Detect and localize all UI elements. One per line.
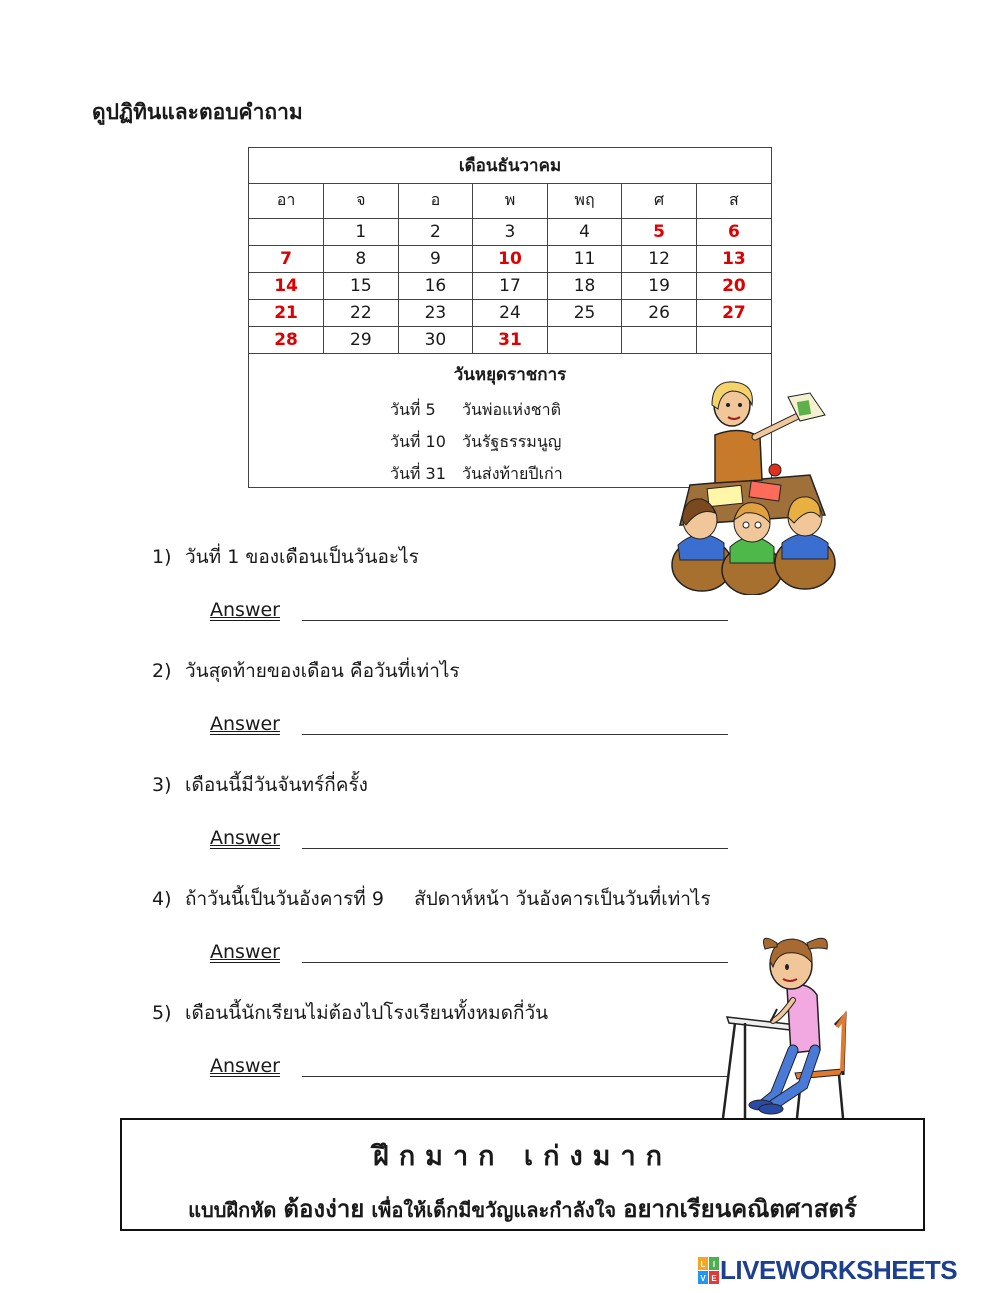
banner-sub-d: อยากเรียนคณิตศาสตร์ [623,1195,857,1223]
answer-label: Answer [210,1055,280,1077]
holiday-item [390,430,561,455]
date-cell: 29 [324,326,399,353]
motivation-banner [120,1118,925,1231]
girl-writing-illustration [715,925,865,1120]
date-cell: 22 [324,299,399,326]
banner-subtitle [122,1189,923,1228]
date-cell: 23 [398,299,473,326]
day-header: อ [398,183,473,218]
date-cell-weekend: 28 [249,326,324,353]
holidays-title: วันหยุดราชการ [453,365,567,385]
date-cell: 26 [622,299,697,326]
banner-sub-a: แบบฝึกหัด [188,1198,284,1222]
liveworksheets-logo-icon [698,1257,720,1285]
holiday-item [390,462,563,487]
calendar-title: เดือนธันวาคม [249,148,771,183]
date-cell-holiday: 5 [622,218,697,245]
date-cell-weekend: 20 [696,272,771,299]
question-number: 2) [152,660,172,682]
holiday-name: วันพ่อแห่งชาติ [462,400,561,419]
question-text: วันสุดท้ายของเดือน คือวันที่เท่าไร [185,660,460,682]
question-3 [152,770,368,800]
answer-label: Answer [210,713,280,735]
date-cell: 18 [547,272,622,299]
date-cell [249,218,324,245]
date-cell [622,326,697,353]
day-header: พฤ [547,183,622,218]
answer-line-3[interactable] [302,848,728,849]
question-5 [152,998,548,1028]
banner-sub-b: ต้องง่าย [283,1195,365,1223]
holiday-day: วันที่ 5 [390,400,436,419]
date-cell: 30 [398,326,473,353]
banner-sub-c: เพื่อให้เด็กมีขวัญและกำลังใจ [364,1198,624,1222]
date-cell: 4 [547,218,622,245]
answer-line-4[interactable] [302,962,728,963]
date-cell: 24 [473,299,548,326]
banner-title: ฝึกมาก เก่งมาก [373,1141,672,1172]
day-header: พ [473,183,548,218]
answer-label: Answer [210,941,280,963]
day-header: ศ [622,183,697,218]
date-cell: 1 [324,218,399,245]
answer-line-5[interactable] [302,1076,728,1077]
question-number: 3) [152,774,172,796]
holiday-name: วันส่งท้ายปีเก่า [462,464,563,483]
logo-letter: I [712,1259,716,1269]
date-cell: 12 [622,245,697,272]
holiday-day: วันที่ 10 [390,432,446,451]
date-cell: 15 [324,272,399,299]
logo-letter: V [700,1273,706,1283]
day-header: อา [249,183,324,218]
teacher-students-illustration [660,375,840,595]
date-cell: 2 [398,218,473,245]
worksheet-heading: ดูปฏิทินและตอบคำถาม [92,100,303,124]
date-cell-holiday: 31 [473,326,548,353]
question-text: เดือนนี้มีวันจันทร์กี่ครั้ง [185,774,368,796]
date-cell-weekend: 27 [696,299,771,326]
question-1 [152,542,419,572]
date-cell-holiday: 10 [473,245,548,272]
question-text: เดือนนี้นักเรียนไม่ต้องไปโรงเรียนทั้งหมดกี่วัน [185,1002,549,1024]
question-text: วันที่ 1 ของเดือนเป็นวันอะไร [185,546,419,568]
date-cell: 17 [473,272,548,299]
date-cell: 16 [398,272,473,299]
logo-text: LIVEWORKSHEETS [720,1255,958,1285]
answer-label: Answer [210,599,280,621]
day-header: ส [696,183,771,218]
date-cell: 11 [547,245,622,272]
question-number: 1) [152,546,172,568]
date-cell: 8 [324,245,399,272]
date-cell: 3 [473,218,548,245]
answer-label: Answer [210,827,280,849]
day-header: จ [324,183,399,218]
holiday-item [390,398,561,423]
logo-letter: L [700,1259,706,1269]
date-cell-weekend: 14 [249,272,324,299]
question-number: 5) [152,1002,172,1024]
date-cell [547,326,622,353]
date-cell-weekend: 21 [249,299,324,326]
date-cell-weekend: 6 [696,218,771,245]
question-number: 4) [152,888,172,910]
holiday-day: วันที่ 31 [390,464,446,483]
date-cell [696,326,771,353]
question-text: ถ้าวันนี้เป็นวันอังคารที่ 9 สัปดาห์หน้า วันอังคารเป็นวันที่เท่าไร [185,888,711,910]
date-cell: 9 [398,245,473,272]
date-cell: 19 [622,272,697,299]
answer-line-1[interactable] [302,620,728,621]
question-4 [152,884,711,914]
answer-line-2[interactable] [302,734,728,735]
logo-letter: E [711,1273,717,1283]
date-cell-weekend: 7 [249,245,324,272]
date-cell: 25 [547,299,622,326]
liveworksheets-logo [698,1255,957,1286]
date-cell-weekend: 13 [696,245,771,272]
question-2 [152,656,460,686]
holiday-name: วันรัฐธรรมนูญ [462,432,562,451]
